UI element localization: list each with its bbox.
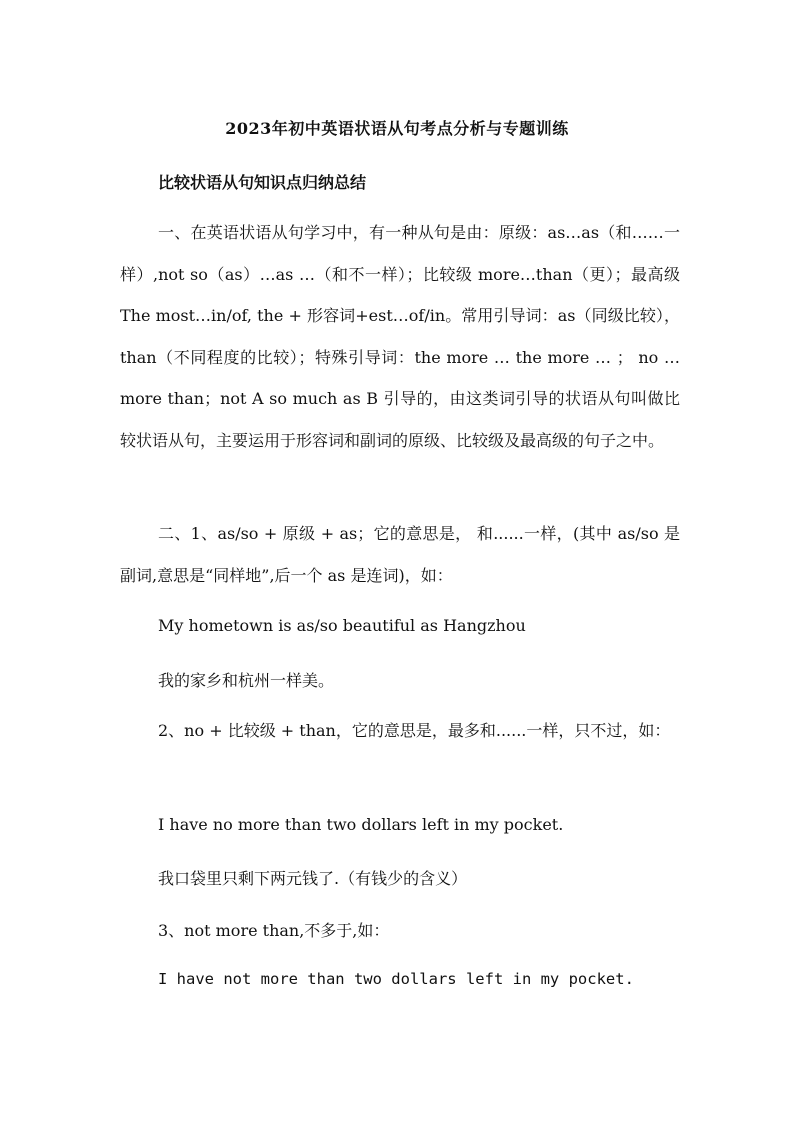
example-1-chinese: 我的家乡和杭州一样美。 bbox=[158, 671, 335, 690]
example-1-english: My hometown is as/so beautiful as Hangzhou bbox=[158, 616, 526, 635]
section-heading: 比较状语从句知识点归纳总结 bbox=[158, 173, 367, 192]
paragraph-intro: 一、在英语状语从句学习中，有一种从句是由：原级：as…as（和……一样）,not so（as）…as …（和不一样）；比较级 more…than（更）；最高级 The most…in/of, the + 形容词+est…of/in。常用引导词：as（同级比较），than（不同程度的比较）；特殊引导词：the more … the more … ； no … more than；not A so much as B 引导的，由这类词引导的状语从句叫做比较状语从句，主要运用于形容词和副词的原级、比较级及最高级的句子之中。 bbox=[120, 223, 680, 450]
paragraph-rule-2: 2、no + 比较级 + than，它的意思是，最多和......一样，只不过，如： bbox=[158, 721, 671, 740]
rule-3-heading: 3、not more than,不多于,如： bbox=[158, 921, 390, 940]
paragraph-rule-1: 二、1、as/so + 原级 + as；它的意思是， 和......一样，(其中 as/so 是副词,意思是“同样地”,后一个 as 是连词)，如： bbox=[120, 524, 680, 585]
example-3-english: I have not more than two dollars left in my pocket. bbox=[158, 970, 634, 988]
document-title: 2023年初中英语状语从句考点分析与专题训练 bbox=[225, 119, 569, 138]
example-2-chinese: 我口袋里只剩下两元钱了.（有钱少的含义） bbox=[158, 869, 468, 888]
example-2-english: I have no more than two dollars left in my pocket. bbox=[158, 815, 564, 834]
